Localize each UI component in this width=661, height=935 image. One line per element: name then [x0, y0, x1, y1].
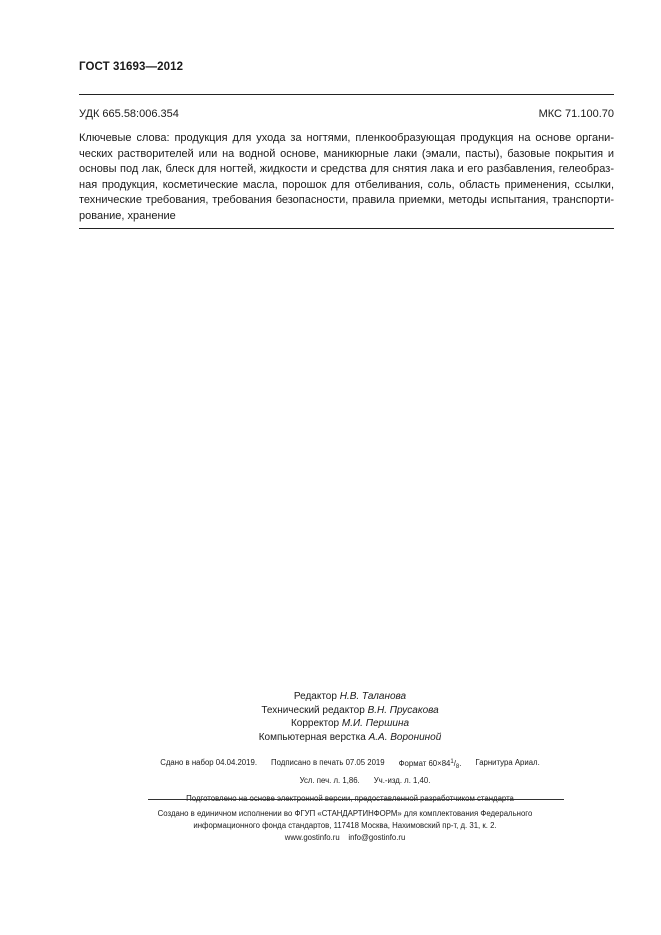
signed-date: Подписано в печать 07.05 2019 — [271, 758, 385, 767]
imprint-row — [120, 756, 580, 774]
typeface: Гарнитура Ариал. — [475, 758, 540, 767]
tech-editor-label: Технический редактор — [261, 704, 365, 716]
classification-row — [79, 108, 614, 120]
submitted-date: Сдано в набор 04.04.2019. — [160, 758, 257, 767]
imprint-row — [120, 774, 580, 787]
editor-label: Редактор — [293, 691, 337, 702]
editor-name: Н.В. Таланова — [339, 691, 407, 702]
keywords-line: ческих растворителей или на водной основе, маникюрные лаки (эмали, пасты), базовые покрытия и — [79, 147, 614, 160]
keywords-line: Ключевые слова: продукция для ухода за ногтями, пленкообразующая продукция на основе органи- — [79, 132, 614, 144]
bottom-divider — [79, 228, 614, 229]
keywords-line: рование, хранение — [79, 209, 176, 222]
udk-code: УДК 665.58:006.354 — [79, 108, 179, 120]
tech-editor-credit — [160, 704, 540, 718]
corrector-name: М.И. Першина — [341, 718, 410, 729]
email-link[interactable]: info@gostinfo.ru — [348, 833, 406, 842]
created-block — [110, 808, 580, 844]
contact-line — [110, 832, 580, 844]
standard-code: ГОСТ 31693—2012 — [79, 61, 184, 73]
publisher-sheets: Уч.-изд. л. 1,40. — [373, 776, 431, 785]
print-sheets: Усл. печ. л. 1,86. — [299, 776, 360, 785]
imprint-block — [120, 756, 580, 805]
keywords-line: технические требования, требования безопасности, правила приемки, методы испытания, транспорти- — [79, 194, 614, 207]
created-line: Создано в единичном исполнении во ФГУП «СТАНДАРТИНФОРМ» для комплектования Федерального — [157, 809, 533, 818]
created-line: информационного фонда стандартов, 117418 Москва, Нахимовский пр-т, д. 31, к. 2. — [193, 821, 497, 830]
keywords-line: основы под лак, блеск для ногтей, жидкости и средства для снятия лака и его разбавления, гелеобраз- — [79, 163, 614, 176]
paper-format: Формат $60\times 84^1/_8$. — [398, 759, 462, 770]
layout-credit — [160, 731, 540, 745]
layout-label: Компьютерная верстка — [258, 731, 366, 743]
keywords-paragraph — [79, 131, 614, 225]
corrector-credit — [160, 717, 540, 731]
editor-credit — [160, 690, 540, 704]
credits-block — [160, 690, 540, 744]
keywords-line: ная продукция, косметические масла, порошок для отбеливания, соль, область применения, ссылки, — [79, 178, 614, 191]
imprint-divider — [148, 799, 564, 800]
top-divider — [79, 94, 614, 95]
mks-code: МКС 71.100.70 — [538, 108, 614, 120]
tech-editor-name: В.Н. Прусакова — [367, 704, 439, 716]
corrector-label: Корректор — [290, 718, 340, 729]
layout-name: А.А. Ворониной — [368, 731, 442, 743]
website-link[interactable]: www.gostinfo.ru — [284, 833, 340, 842]
prepared-note: Подготовлено на основе электронной версии, предоставленной разработчиком стандарта — [186, 794, 514, 803]
